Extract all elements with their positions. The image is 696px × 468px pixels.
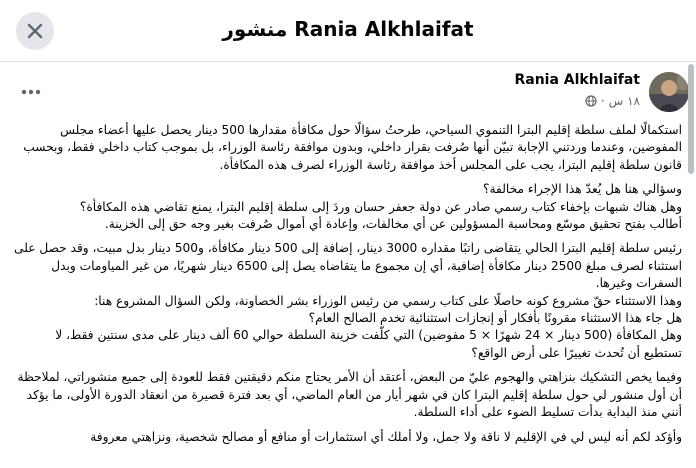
post-text	[14, 122, 682, 453]
post-paragraph: استكمالًا لملف سلطة إقليم البترا التنموي السياحي، طرحتُ سؤالًا حول مكافأة مقدارها 500 دينار يحصل عليها أعضاء مجلس المفوضين، وعندما وردتني الإجابة تبيّن أنها صُرفت بقرار داخلي، وبدون موافقة رئاسة الوزراء، بل بموجب كتاب داخلي فقط، وبحسب قانون سلطة إقليم البترا، يجب على المجلس أخذ موافقة رئاسة الوزراء لصرف هذه المكافأة.	[23, 123, 682, 172]
post-paragraph: وفيما يخص التشكيك بنزاهتي والهجوم عليّ من البعض، أعتقد أن الأمر يحتاج منكم دقيقتين فقط للعودة إلى جميع منشوراتي، لملاحظة أن أول منشور لي حول سلطة إقليم البترا كان في شهر أيار من العام الماضي، أي بعد فترة قصيرة من انعقاد الدورة الأولى، ما يؤكد أنني منذ البداية بدأت تسليط الضوء على أداء السلطة.	[17, 370, 682, 420]
post-paragraph: وأؤكد لكم أنه ليس لي في الإقليم لا ناقة ولا جمل، ولا أملك أي استثمارات أو منافع أو مصالح شخصية، ونزاهتي معروفة	[90, 429, 682, 444]
close-icon	[26, 22, 44, 40]
avatar[interactable]	[649, 72, 689, 112]
scroll-thumb[interactable]	[688, 64, 694, 174]
globe-icon	[585, 95, 597, 107]
meta-separator: ·	[600, 94, 605, 108]
scrollbar[interactable]	[686, 62, 696, 468]
more-horizontal-icon	[21, 89, 41, 95]
post-time[interactable]: ١٨ س	[608, 94, 640, 108]
post-paragraph: وسؤالي هنا هل يُعدّ هذا الإجراء مخالفة؟ وهل هناك شبهات بإخفاء كتاب رسمي صادر عن دولة جعفر حسان وردَ إلى سلطة إقليم البترا، يمنع تقاضي هذه المكافأة؟ أطالب بفتح تحقيق موسّع ومحاسبة المسؤولين عن أي مخالفات، وإعادة أي أموال صُرفت بغير وجه حق إلى الخزينة.	[79, 182, 682, 232]
post-paragraph: رئيس سلطة إقليم البترا الحالي يتقاضى راتبًا مقداره 3000 دينار، إضافة إلى 500 دينار مكافأة، و500 دينار بدل مبيت، وقد حصل على استثناء لصرف مبلغ 2500 دينار مكافأة إضافية، أي إن مجموع ما يتقاضاه يصل إلى 6500 دينار شهريًا، من غير المياومات وبدل السفرات وغيرها. وهذا الاستثناء حقّ مشروع كونه حاصلًا على كتاب رسمي من رئيس الوزراء بشر الخصاونة، ولكن السؤال المشروع هنا: هل جاء هذا الاستثناء مقرونًا بأفكار أو إنجازات استثنائية تخدم الصالح العام؟ وهل المكافأة (500 دينار × 24 شهرًا × 5 مفوضين) التي كلّفت خزينة السلطة حوالي 60 ألف دينار على مدى سنتين فقط، لا تستطيع أن تُحدث تغييرًا على أرض الواقع؟	[14, 241, 682, 360]
dialog-title: منشور Rania Alkhlaifat	[222, 17, 474, 41]
post-meta	[585, 94, 640, 108]
author-name[interactable]: Rania Alkhlaifat	[514, 72, 640, 88]
dialog-header	[0, 0, 696, 62]
more-options-button[interactable]	[14, 80, 48, 104]
post-content	[0, 62, 696, 468]
close-button[interactable]	[16, 12, 54, 50]
